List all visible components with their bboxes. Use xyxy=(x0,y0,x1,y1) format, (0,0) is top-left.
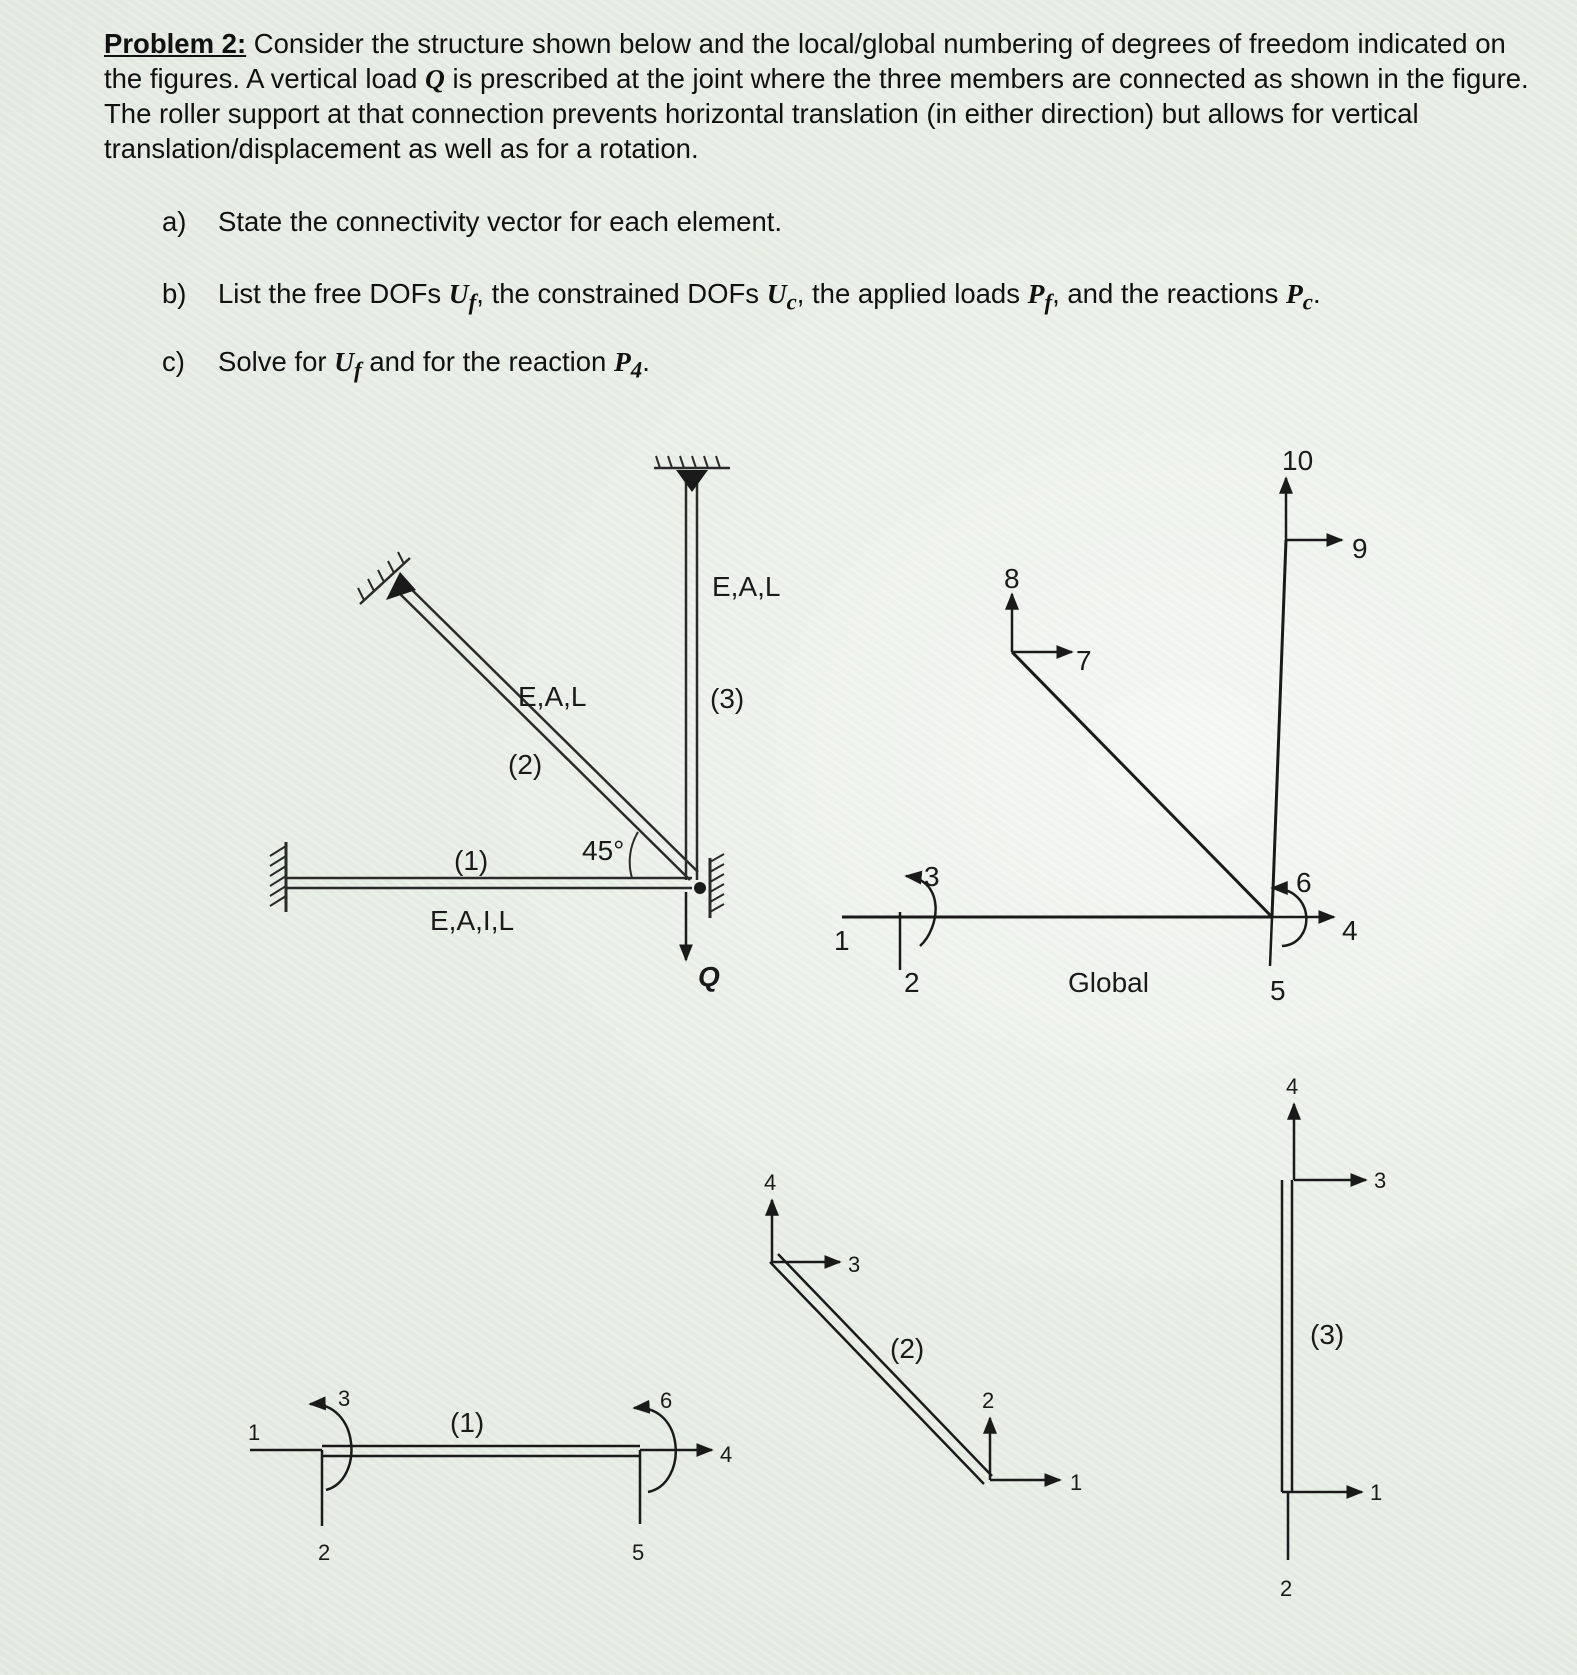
member-1 xyxy=(286,878,692,888)
problem-text-2: is prescribed at the joint where the three members are connected as shown in the figure. The roller support at that connection prevents horizontal translation (in either direction) but allows for vertical translation/displacement as well as for a rotation. xyxy=(104,63,1529,164)
member-1-label: (1) xyxy=(454,845,489,876)
pf-sub: f xyxy=(1044,289,1053,315)
member-3 xyxy=(686,472,697,880)
l2-dof-2-label: 2 xyxy=(982,1388,995,1413)
gdof-4-label: 4 xyxy=(1342,915,1358,946)
l2-dof-4-label: 4 xyxy=(764,1170,777,1195)
uf-U: U xyxy=(448,278,469,309)
problem-text-1: Consider the structure shown below and the local/global numbering of degrees of freedom indicated on the figures. A vertical load xyxy=(104,28,1506,94)
gdof-3-label: 3 xyxy=(924,861,940,892)
l3-dof-1-label: 1 xyxy=(1370,1480,1383,1505)
gdof-8-label: 8 xyxy=(1004,563,1020,594)
pf-P: P xyxy=(1027,278,1045,309)
question-b-text-3: , the applied loads xyxy=(796,278,1028,309)
global-figure xyxy=(842,478,1342,970)
global-title: Global xyxy=(1068,967,1149,998)
local-3-label: (3) xyxy=(1310,1319,1345,1350)
l3-dof-3-label: 3 xyxy=(1374,1168,1387,1193)
uf-c-U: U xyxy=(334,346,355,377)
question-c-text: Solve for xyxy=(218,346,335,377)
l1-dof-5-label: 5 xyxy=(632,1540,645,1565)
pc-sub: c xyxy=(1302,289,1313,315)
pin-support-top xyxy=(654,456,730,492)
question-b-text-5: . xyxy=(1312,278,1321,309)
member-2-props: E,A,L xyxy=(518,681,587,712)
p4-sub: 4 xyxy=(630,357,643,383)
global-diagonal xyxy=(1012,652,1272,917)
uf-sub: f xyxy=(468,289,477,315)
angle-label: 45° xyxy=(582,835,625,866)
local-2-label: (2) xyxy=(890,1333,925,1364)
question-a-label: a) xyxy=(162,206,187,237)
l1-dof-6-label: 6 xyxy=(660,1388,673,1413)
gdof-9-label: 9 xyxy=(1352,533,1368,564)
l1-dof-2-label: 2 xyxy=(318,1540,331,1565)
problem-lead: Problem 2: xyxy=(104,28,247,59)
member-1-props: E,A,I,L xyxy=(430,905,515,936)
l2-dof-3-label: 3 xyxy=(848,1252,861,1277)
load-label: Q xyxy=(698,961,720,992)
global-vertical xyxy=(1272,540,1286,917)
gdof-7-label: 7 xyxy=(1076,645,1092,676)
question-b-label: b) xyxy=(162,278,187,309)
member-3-label: (3) xyxy=(710,683,745,714)
question-c-text-2: and for the reaction xyxy=(361,346,614,377)
p4-P: P xyxy=(613,346,631,377)
uf-c-sub: f xyxy=(354,357,362,383)
pc-P: P xyxy=(1285,278,1303,309)
member-2 xyxy=(396,582,698,880)
structure-figure xyxy=(270,456,730,960)
question-c-label: c) xyxy=(162,346,185,377)
gdof-5-label: 5 xyxy=(1270,975,1286,1006)
pin-support-diagonal xyxy=(358,552,416,604)
l1-dof-4-label: 4 xyxy=(720,1442,733,1467)
l3-dof-2-label: 2 xyxy=(1280,1576,1293,1601)
gdof-2-label: 2 xyxy=(904,967,920,998)
question-b-text-4: , and the reactions xyxy=(1052,278,1286,309)
fixed-support-left xyxy=(270,842,286,912)
l1-dof-1-label: 1 xyxy=(248,1420,261,1445)
member-2-label: (2) xyxy=(508,749,543,780)
angle-arc xyxy=(630,832,638,878)
joint-node xyxy=(694,882,706,894)
gdof-6-label: 6 xyxy=(1296,867,1312,898)
gdof-5-arrow xyxy=(1270,917,1272,966)
load-symbol: Q xyxy=(425,63,445,94)
roller-support xyxy=(710,854,724,918)
uc-sub: c xyxy=(786,289,797,315)
l1-dof-3-label: 3 xyxy=(338,1386,351,1411)
question-b-text: List the free DOFs xyxy=(218,278,449,309)
member-3-props: E,A,L xyxy=(712,571,781,602)
local-1-label: (1) xyxy=(450,1407,485,1438)
uc-U: U xyxy=(766,278,787,309)
question-b-text-2: , the constrained DOFs xyxy=(476,278,767,309)
gdof-1-label: 1 xyxy=(834,925,850,956)
l3-dof-4-label: 4 xyxy=(1286,1074,1299,1099)
question-c-text-3: . xyxy=(642,346,650,377)
gdof-10-label: 10 xyxy=(1282,445,1314,476)
question-a-text: State the connectivity vector for each element. xyxy=(218,206,783,237)
l2-dof-1-label: 1 xyxy=(1070,1470,1083,1495)
